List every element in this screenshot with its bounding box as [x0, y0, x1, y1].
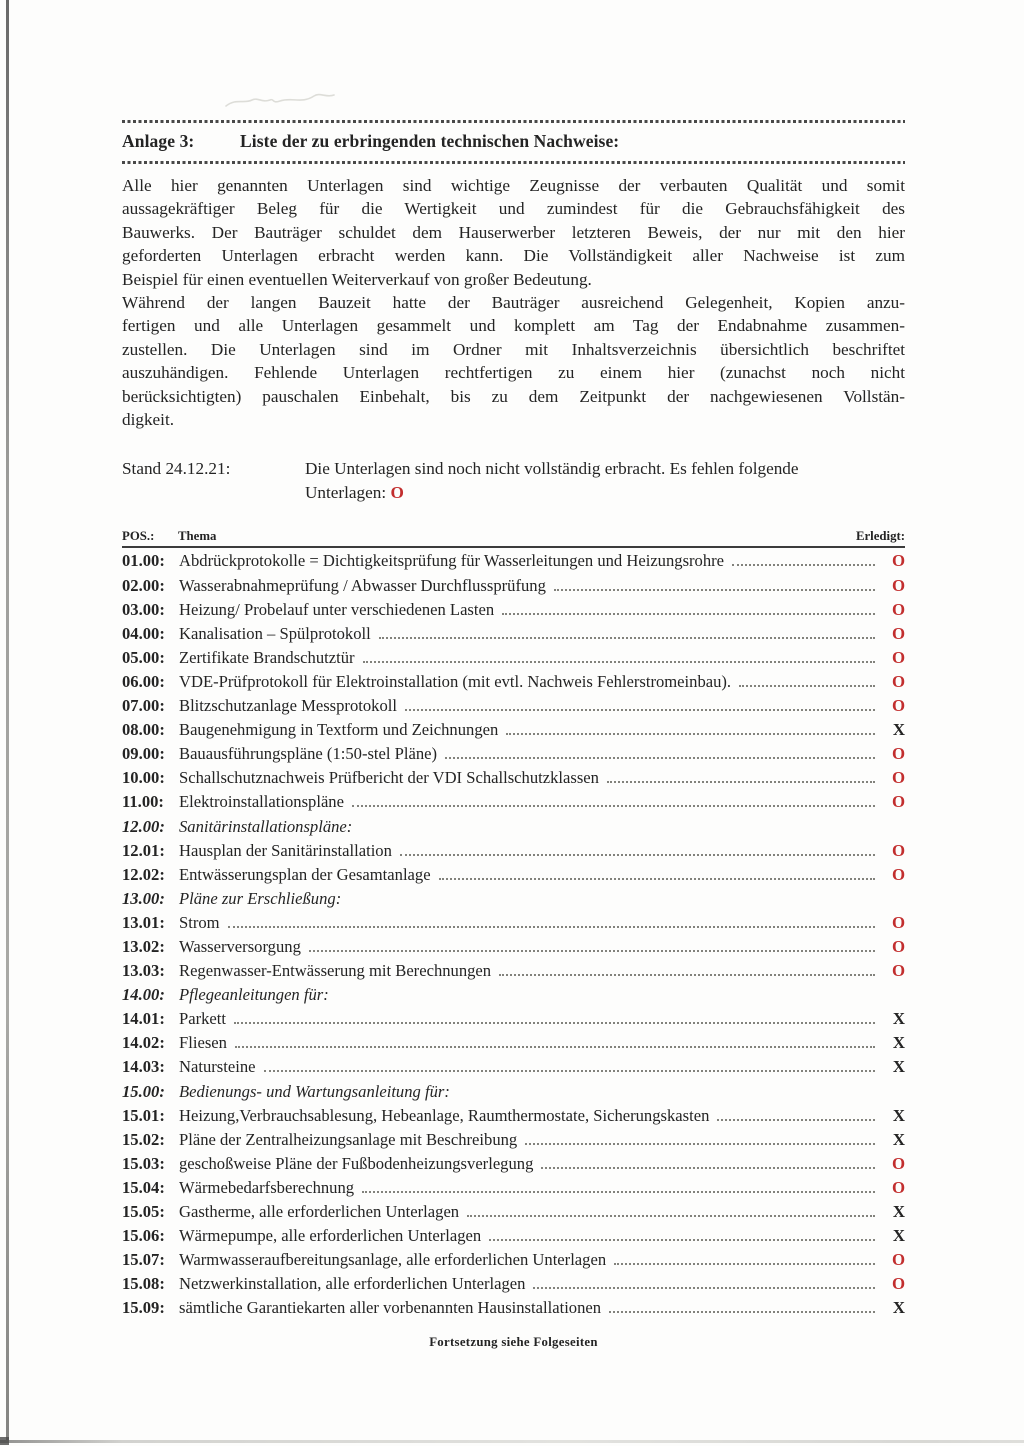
row-status-mark: O [891, 551, 905, 571]
row-pos-number: 15.06: [122, 1226, 165, 1246]
checklist-row [122, 1009, 905, 1033]
paragraph-line: Beispiel für einen eventuellen Weiterverkauf von großer Bedeutung. [122, 269, 592, 289]
checklist-row [122, 1250, 905, 1274]
dotted-leader [525, 1143, 875, 1145]
dotted-leader [439, 878, 875, 880]
dotted-leader [467, 1215, 875, 1217]
row-topic-label: Parkett [179, 1009, 227, 1029]
paragraph-line: geforderten Unterlagen erbracht werden kann. Die Vollständigkeit aller Nachweise ist zum [122, 246, 905, 266]
dotted-leader [405, 709, 875, 711]
checklist-row [122, 696, 905, 720]
checklist-row [122, 1033, 905, 1057]
checklist-row [122, 889, 905, 913]
dotted-leader [614, 1263, 875, 1265]
dotted-leader [732, 564, 875, 566]
status-text-line2: Unterlagen: [305, 482, 387, 502]
row-pos-number: 15.04: [122, 1177, 165, 1197]
header-pos: POS.: [122, 529, 155, 544]
row-status-mark: O [891, 1274, 905, 1294]
row-topic-label: Pläne der Zentralheizungsanlage mit Beschreibung [179, 1129, 518, 1149]
dotted-leader [533, 1287, 875, 1289]
row-topic-label: sämtliche Garantiekarten aller vorbenannten Hausinstallationen [179, 1298, 602, 1318]
paragraph-line: Während der langen Bauzeit hatte der Bauträger ausreichend Gelegenheit, Kopien anzu- [122, 293, 905, 313]
scan-left-edge-artifact [6, 0, 9, 1440]
checklist-row [122, 624, 905, 648]
row-status-mark: O [891, 1177, 905, 1197]
row-topic-label: Wärmepumpe, alle erforderlichen Unterlagen [179, 1226, 482, 1246]
document-content [122, 120, 905, 1350]
row-status-mark: O [891, 840, 905, 860]
row-topic-label: Zertifikate Brandschutztür [179, 647, 355, 667]
checklist-row [122, 1154, 905, 1178]
dotted-leader [309, 950, 875, 952]
checklist-row [122, 744, 905, 768]
row-topic-label: Kanalisation – Spülprotokoll [179, 623, 371, 643]
dotted-leader [554, 589, 875, 591]
checklist-row [122, 648, 905, 672]
dotted-leader [363, 661, 875, 663]
dotted-leader [379, 637, 875, 639]
row-status-mark: O [891, 961, 905, 981]
row-pos-number: 11.00: [122, 792, 164, 812]
header-thema: Thema [178, 529, 217, 544]
dotted-leader [235, 1046, 875, 1048]
checklist-row [122, 1226, 905, 1250]
row-pos-number: 06.00: [122, 671, 165, 691]
row-topic-label: geschoßweise Pläne der Fußbodenheizungsverlegung [179, 1153, 534, 1173]
paragraph-line: berücksichtigten) pauschalen Einbehalt, bis zu dem Zeitpunkt der nachgewiesenen Vollstän- [122, 386, 905, 406]
paragraph-line: Alle hier genannten Unterlagen sind wichtige Zeugnisse der verbauten Qualität und somit [122, 176, 905, 195]
header-erledigt: Erledigt: [855, 529, 905, 544]
dotted-leader [717, 1119, 875, 1121]
row-topic-label: Warmwasseraufbereitungsanlage, alle erforderlichen Unterlagen [179, 1250, 607, 1270]
row-status-mark: O [891, 599, 905, 619]
row-status-mark: O [891, 792, 905, 812]
status-line [122, 457, 905, 504]
row-status-mark: O [891, 623, 905, 643]
row-status-mark: O [891, 936, 905, 956]
row-topic-label: Bedienungs- und Wartungsanleitung für: [179, 1081, 450, 1101]
checklist-row [122, 1130, 905, 1154]
checklist-row [122, 768, 905, 792]
row-status-mark: X [892, 1298, 905, 1318]
row-topic-label: Wasserabnahmeprüfung / Abwasser Durchflussprüfung [179, 575, 546, 595]
checklist-row [122, 720, 905, 744]
status-text-line1: Die Unterlagen sind noch nicht vollständig erbracht. Es fehlen folgende [305, 459, 799, 479]
status-text [305, 457, 905, 504]
row-status-mark: X [892, 1057, 905, 1077]
row-status-mark: O [891, 671, 905, 691]
row-status-mark: X [892, 1105, 905, 1125]
row-status-mark: X [892, 1033, 905, 1053]
row-pos-number: 14.00: [122, 985, 165, 1005]
row-pos-number: 15.09: [122, 1298, 165, 1318]
row-topic-label: Baugenehmigung in Textform und Zeichnungen [179, 720, 499, 740]
paragraph-line: zustellen. Die Unterlagen sind im Ordner mit Inhaltsverzeichnis übersichtlich beschriftet [122, 339, 905, 359]
checklist-row [122, 672, 905, 696]
dotted-rule-top [122, 120, 905, 123]
row-status-mark: X [892, 1202, 905, 1221]
row-pos-number: 14.02: [122, 1033, 165, 1053]
row-pos-number: 13.02: [122, 936, 165, 956]
row-topic-label: Fliesen [179, 1033, 227, 1053]
row-topic-label: Pflegeanleitungen für: [179, 985, 329, 1005]
row-pos-number: 12.02: [122, 864, 165, 884]
checklist-table-header [122, 529, 905, 548]
checklist-row [122, 1202, 905, 1226]
row-topic-label: Heizung,Verbrauchsablesung, Hebeanlage, Raumthermostate, Sicherungskasten [179, 1105, 710, 1125]
row-status-mark: O [891, 768, 905, 788]
row-pos-number: 15.01: [122, 1105, 165, 1125]
row-topic-label: Heizung/ Probelauf unter verschiedenen Lasten [179, 599, 495, 619]
row-status-mark: O [891, 1250, 905, 1270]
checklist-row [122, 961, 905, 985]
row-pos-number: 15.02: [122, 1129, 165, 1149]
checklist-row [122, 1057, 905, 1081]
dotted-leader [499, 974, 875, 976]
row-topic-label: Sanitärinstallationspläne: [179, 816, 353, 836]
row-status-mark: O [891, 696, 905, 716]
row-pos-number: 09.00: [122, 744, 165, 764]
row-pos-number: 15.05: [122, 1202, 165, 1221]
row-status-mark: O [891, 912, 905, 932]
dotted-leader [609, 1311, 875, 1313]
row-topic-label: Gastherme, alle erforderlichen Unterlagen [179, 1202, 460, 1221]
row-status-mark: X [892, 1129, 905, 1149]
checklist-row [122, 792, 905, 816]
row-pos-number: 13.00: [122, 888, 165, 908]
row-pos-number: 03.00: [122, 599, 165, 619]
status-date-label: Stand 24.12.21: [122, 459, 231, 479]
checklist-row [122, 841, 905, 865]
dotted-leader [739, 685, 875, 687]
checklist-row [122, 937, 905, 961]
row-topic-label: Strom [179, 912, 220, 932]
row-topic-label: VDE-Prüfprotokoll für Elektroinstallation (mit evtl. Nachweis Fehlerstromeinbau). [179, 671, 732, 691]
checklist-row [122, 913, 905, 937]
dotted-leader [607, 781, 875, 783]
row-pos-number: 14.03: [122, 1057, 165, 1077]
row-topic-label: Hausplan der Sanitärinstallation [179, 840, 392, 860]
row-pos-number: 15.00: [122, 1081, 165, 1101]
row-pos-number: 01.00: [122, 551, 165, 571]
row-topic-label: Wasserversorgung [179, 936, 301, 956]
checklist-row [122, 600, 905, 624]
row-pos-number: 08.00: [122, 720, 165, 740]
row-pos-number: 10.00: [122, 768, 165, 788]
scan-bottom-edge-artifact [0, 1440, 1024, 1443]
row-topic-label: Pläne zur Erschließung: [179, 888, 342, 908]
paragraph-line: aussagekräftiger Beleg für die Wertigkeit und zumindest für die Gebrauchsfähigkeit des [122, 199, 905, 219]
dotted-leader [228, 926, 875, 928]
checklist-row [122, 1106, 905, 1130]
dotted-leader [362, 1191, 875, 1193]
row-topic-label: Netzwerkinstallation, alle erforderlichen Unterlagen [179, 1274, 526, 1294]
intro-paragraphs [122, 174, 905, 431]
paragraph-line: Bauwerks. Der Bauträger schuldet dem Hauserwerber letzteren Beweis, der nur mit den hier [122, 222, 905, 242]
status-open-mark: O [390, 482, 404, 502]
row-status-mark: X [892, 1009, 905, 1029]
dotted-leader [264, 1070, 876, 1072]
row-topic-label: Entwässerungsplan der Gesamtanlage [179, 864, 431, 884]
scan-corner-artifact [0, 1437, 9, 1445]
title-annex-label: Anlage 3: [122, 131, 195, 151]
pencil-scribble-mark [222, 88, 342, 114]
row-topic-label: Abdrückprotokolle = Dichtigkeitsprüfung für Wasserleitungen und Heizungsrohre [179, 551, 725, 571]
row-status-mark: O [891, 864, 905, 884]
row-topic-label: Wärmebedarfsberechnung [179, 1177, 355, 1197]
checklist-row [122, 1178, 905, 1202]
checklist-row [122, 1082, 905, 1106]
row-topic-label: Regenwasser-Entwässerung mit Berechnungen [179, 961, 492, 981]
dotted-leader [234, 1022, 875, 1024]
paragraph-line: auszuhändigen. Fehlende Unterlagen rechtfertigen zu einem hier (zunachst noch nicht [122, 363, 905, 383]
row-pos-number: 07.00: [122, 696, 165, 716]
row-pos-number: 15.08: [122, 1274, 165, 1294]
dotted-leader [352, 805, 875, 807]
row-pos-number: 15.07: [122, 1250, 165, 1270]
dotted-leader [445, 757, 875, 759]
document-title [122, 123, 905, 161]
row-pos-number: 14.01: [122, 1009, 165, 1029]
dotted-leader [400, 854, 875, 856]
row-pos-number: 04.00: [122, 623, 165, 643]
row-pos-number: 02.00: [122, 575, 165, 595]
dotted-leader [506, 733, 875, 735]
dotted-leader [489, 1239, 875, 1241]
title-text: Liste der zu erbringenden technischen Nachweise: [240, 131, 620, 151]
continuation-note: Fortsetzung siehe Folgeseiten [429, 1335, 598, 1350]
dotted-leader [541, 1167, 875, 1169]
row-pos-number: 05.00: [122, 647, 165, 667]
row-status-mark: X [892, 720, 905, 740]
row-topic-label: Blitzschutzanlage Messprotokoll [179, 696, 397, 716]
paragraph-line: digkeit. [122, 410, 175, 430]
row-topic-label: Elektroinstallationspläne [179, 792, 344, 812]
checklist-row [122, 576, 905, 600]
checklist-row [122, 865, 905, 889]
checklist-row [122, 817, 905, 841]
row-pos-number: 12.00: [122, 816, 165, 836]
checklist-row [122, 551, 905, 575]
row-pos-number: 13.01: [122, 912, 165, 932]
row-topic-label: Natursteine [179, 1057, 256, 1077]
checklist-row [122, 1274, 905, 1298]
dotted-rule-bottom [122, 161, 905, 164]
dotted-leader [502, 613, 875, 615]
row-status-mark: X [892, 1226, 905, 1246]
row-status-mark: O [891, 647, 905, 667]
checklist-row [122, 985, 905, 1009]
row-topic-label: Schallschutznachweis Prüfbericht der VDI Schallschutzklassen [179, 768, 599, 788]
checklist-rows [122, 551, 905, 1322]
row-pos-number: 13.03: [122, 961, 165, 981]
checklist-table [122, 529, 905, 1322]
row-pos-number: 12.01: [122, 840, 165, 860]
row-status-mark: O [891, 744, 905, 764]
row-status-mark: O [891, 575, 905, 595]
row-status-mark: O [891, 1153, 905, 1173]
row-topic-label: Bauausführungspläne (1:50-stel Pläne) [179, 744, 438, 764]
checklist-row [122, 1298, 905, 1322]
paragraph-line: fertigen und alle Unterlagen gesammelt und komplett am Tag der Endabnahme zusammen- [122, 316, 905, 336]
row-pos-number: 15.03: [122, 1153, 165, 1173]
